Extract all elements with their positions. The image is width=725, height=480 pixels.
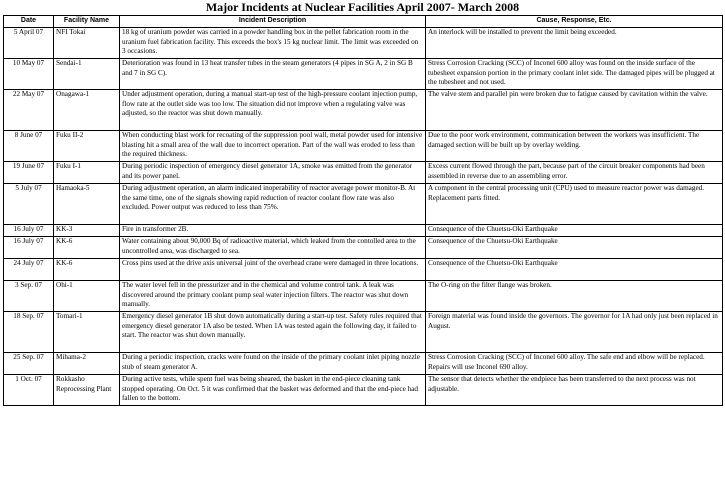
description-cell: Emergency diesel generator 1B shut down automatically during a start-up test. Safety rules required that emergency diesel generator 1A also be tested. When 1A was tested again the following day, it failed to start. The reactor was shut down manually. [120,312,426,353]
cause-cell: A component in the central processing unit (CPU) used to measure reactor power was damaged. Replacement parts fitted. [426,184,723,225]
column-header-cause: Cause, Response, Etc. [426,16,723,28]
date-cell: 24 July 07 [4,259,54,281]
description-cell: During periodic inspection of emergency diesel generator 1A, smoke was emitted from the generator and its power panel. [120,162,426,184]
table-row [4,28,723,59]
table-row [4,162,723,184]
table-row [4,184,723,225]
table-row [4,237,723,259]
column-header-description: Incident Description [120,16,426,28]
description-cell: Under adjustment operation, during a manual start-up test of the high-pressure coolant injection pump, flow rate at the outlet side was too low. The situation did not improve when a regulating valve was adjusted, so the reactor was shut down manually. [120,90,426,131]
facility-cell: Onagawa-1 [54,90,120,131]
incidents-table [3,15,723,406]
cause-cell: The valve stem and parallel pin were broken due to fatigue caused by cavitation within the valve. [426,90,723,131]
table-row [4,90,723,131]
table-row [4,131,723,162]
cause-cell: The sensor that detects whether the endpiece has been transferred to the next process was not adjustable. [426,375,723,406]
cause-cell: Consequence of the Chuetsu-Oki Earthquake [426,237,723,259]
description-cell: Deterioration was found in 13 heat transfer tubes in the steam generators (4 pipes in SG A, 2 in SG B and 7 in SG C). [120,59,426,90]
facility-cell: Hamaoka-5 [54,184,120,225]
description-cell: Fire in transformer 2B. [120,225,426,237]
facility-cell: Tomari-1 [54,312,120,353]
cause-cell: Due to the poor work environment, communication between the workers was insufficient. The damaged section will be built up by overlay welding. [426,131,723,162]
cause-cell: Consequence of the Chuetsu-Oki Earthquake [426,259,723,281]
table-row [4,59,723,90]
facility-cell: KK-6 [54,259,120,281]
date-cell: 25 Sep. 07 [4,353,54,375]
facility-cell: KK-6 [54,237,120,259]
date-cell: 8 June 07 [4,131,54,162]
date-cell: 16 July 07 [4,225,54,237]
table-row [4,225,723,237]
facility-cell: Fuku II-2 [54,131,120,162]
cause-cell: Excess current flowed through the part, because part of the circuit breaker components had been assembled in reverse due to an assembling error. [426,162,723,184]
cause-cell: Foreign material was found inside the governors. The governor for 1A had only just been replaced in August. [426,312,723,353]
table-header-row [4,16,723,28]
facility-cell: Fuku I-1 [54,162,120,184]
column-header-date: Date [4,16,54,28]
description-cell: Cross pins used at the drive axis universal joint of the overhead crane were damaged in three locations. [120,259,426,281]
date-cell: 18 Sep. 07 [4,312,54,353]
facility-cell: NFI Tokai [54,28,120,59]
date-cell: 3 Sep. 07 [4,281,54,312]
facility-cell: Ohi-1 [54,281,120,312]
date-cell: 10 May 07 [4,59,54,90]
cause-cell: An interlock will be installed to prevent the limit being exceeded. [426,28,723,59]
table-row [4,259,723,281]
table-row [4,375,723,406]
description-cell: During active tests, while spent fuel was being sheared, the basket in the end-piece cleaning tank stopped operating. On Oct. 5 it was confirmed that the basket was deformed and that the end-piece had fallen to the bottom. [120,375,426,406]
date-cell: 22 May 07 [4,90,54,131]
facility-cell: Mihama-2 [54,353,120,375]
description-cell: During adjustment operation, an alarm indicated inoperability of reactor average power monitor-B. At the same time, one of the signals showing rapid reduction of reactor coolant flow rate was also excluded. Power output was reduced to less than 75%. [120,184,426,225]
date-cell: 19 June 07 [4,162,54,184]
column-header-facility: Facility Name [54,16,120,28]
description-cell: 18 kg of uranium powder was carried in a powder handling box in the pellet fabrication room in the uranium fuel fabrication facility. This exceeds the box's 15 kg nuclear limit. The limit was exceeded on 3 occasions. [120,28,426,59]
date-cell: 5 April 07 [4,28,54,59]
description-cell: During a periodic inspection, cracks were found on the inside of the primary coolant inlet piping nozzle stub of steam generator A. [120,353,426,375]
table-row [4,353,723,375]
facility-cell: Sendai-1 [54,59,120,90]
table-row [4,312,723,353]
cause-cell: Consequence of the Chuetsu-Oki Earthquake [426,225,723,237]
date-cell: 5 July 07 [4,184,54,225]
facility-cell: Rokkasho Reprocessing Plant [54,375,120,406]
cause-cell: Stress Corrosion Cracking (SCC) of Inconel 600 alloy was found on the inside surface of the tubesheet expansion portion in the primary coolant inlet side. The damaged pipes will be plugged at the tubesheet and not used. [426,59,723,90]
date-cell: 1 Oct. 07 [4,375,54,406]
page-title: Major Incidents at Nuclear Facilities April 2007- March 2008 [205,0,520,14]
description-cell: The water level fell in the pressurizer and in the chemical and volume control tank. A leak was discovered around the primary coolant pump seal water injection filters. The reactor was shut down manually. [120,281,426,312]
cause-cell: The O-ring on the filter flange was broken. [426,281,723,312]
table-row [4,281,723,312]
description-cell: When conducting blast work for recoating of the suppression pool wall, metal powder used for intensive blasting hit a small area of the wall due to incorrect operation. Part of the wall was eroded to less than the required thickness. [120,131,426,162]
facility-cell: KK-3 [54,225,120,237]
description-cell: Water containing about 90,000 Bq of radioactive material, which leaked from the contolled area to the uncontrolled area, was discharged to sea. [120,237,426,259]
date-cell: 16 July 07 [4,237,54,259]
cause-cell: Stress Corrosion Cracking (SCC) of Inconel 600 alloy. The safe end and elbow will be replaced. Repairs will use Inconel 690 alloy. [426,353,723,375]
